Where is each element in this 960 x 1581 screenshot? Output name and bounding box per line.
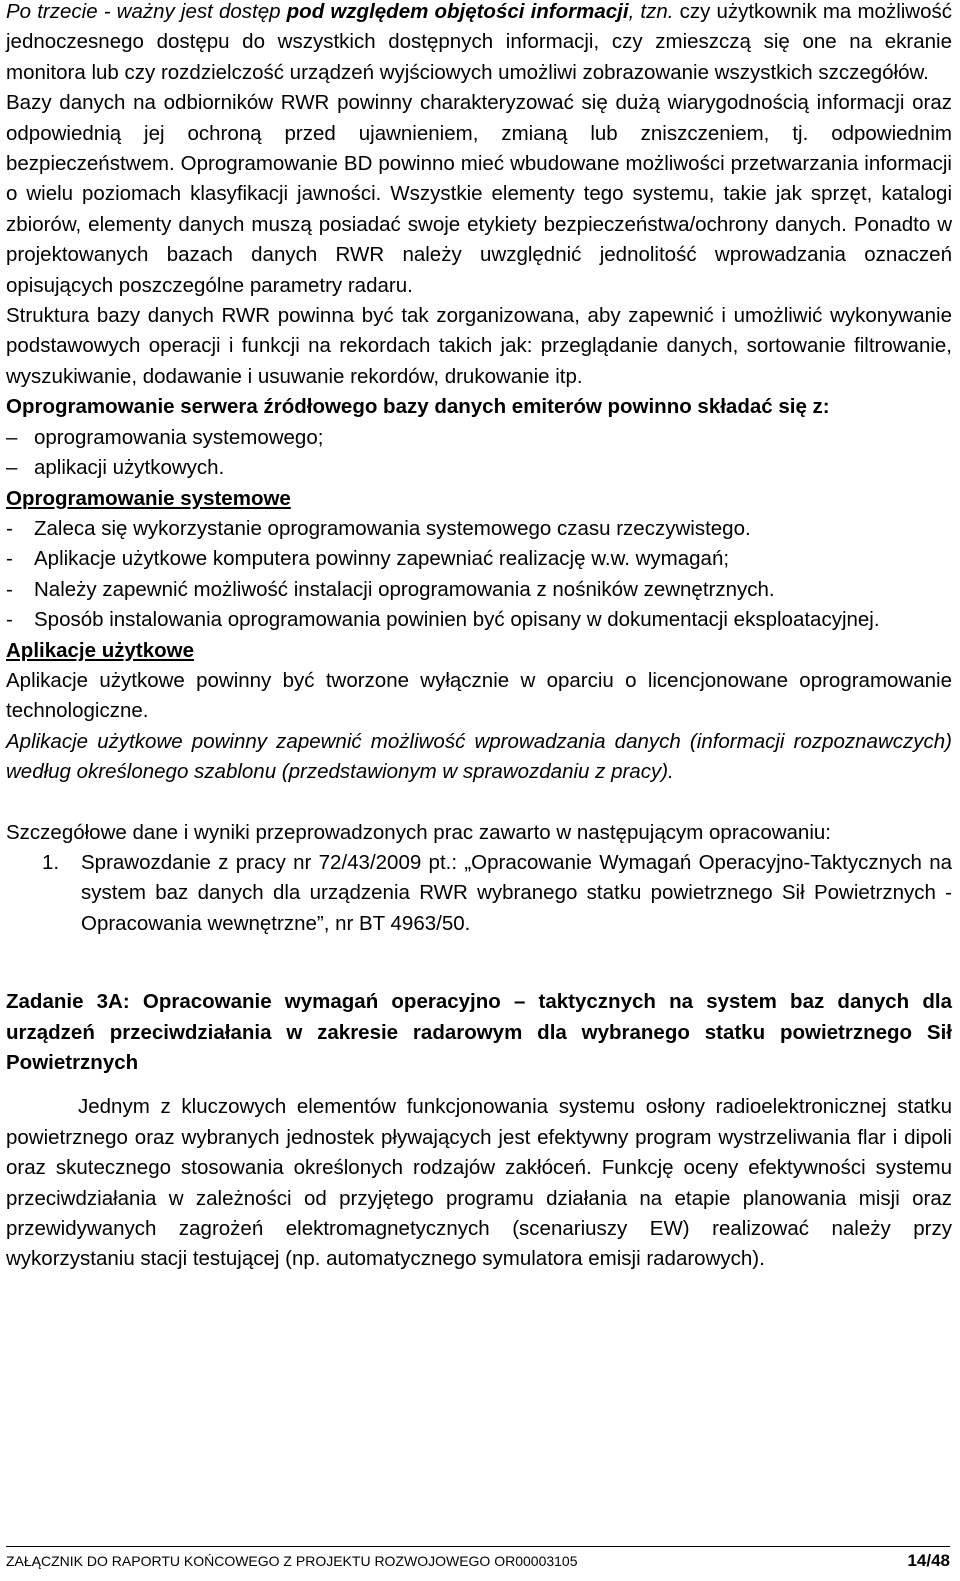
list-item: - Zaleca się wykorzystanie oprogramowania systemowego czasu rzeczywistego.: [6, 516, 751, 540]
footer-report-title: ZAŁĄCZNIK DO RAPORTU KOŃCOWEGO Z PROJEKTU ROZWOJOWEGO OR00003105: [6, 1553, 578, 1569]
volume-access-body: czy użytkownik ma możliwość jednoczesnego dostępu do wszystkich dostępnych informacji, czy zmieszczą się one na ekranie monitora lub czy rozdzielczość urządzeń wyjściowych umożliwi zobrazowanie wszystkich szczegółów.: [6, 0, 953, 84]
system-software-list: [6, 514, 952, 636]
paragraph-user-apps: Aplikacje użytkowe powinny być tworzone wyłącznie w oparciu o licencjonowane oprogramowanie technologiczne.: [6, 668, 952, 723]
list-item: - Należy zapewnić możliwość instalacji oprogramowania z nośników zewnętrznych.: [6, 577, 775, 601]
document-page: [6, 0, 952, 1275]
heading-system-software: Oprogramowanie systemowe: [6, 486, 291, 510]
heading-user-apps: Aplikacje użytkowe: [6, 638, 194, 662]
paragraph-db-structure: Struktura bazy danych RWR powinna być tak zorganizowana, aby zapewnić i umożliwić wykonywanie podstawowych operacji i funkcji na rekordach takich jak: przeglądanie danych, sortowanie filtrowanie, wyszukiwanie, dodawanie i usuwanie rekordów, drukowanie itp.: [6, 304, 952, 388]
paragraph-task-3a: Jednym z kluczowych elementów funkcjonowania systemu osłony radioelektronicznej statku powietrznego oraz wybranych jednostek pływających jest efektywny program wystrzeliwania flar i dipoli oraz skutecznego stosowania określonych rodzajów zakłóceń. Funkcję oceny efektywności systemu przeciwdziałania w zależności od przyjętego programu działania na etapie planowania misji oraz przewidywanych zagrożeń elektromagnetycznych (scenariuszy EW) realizować należy przy wykorzystaniu stacji testującej (np. automatycznego symulatora emisji radarowych).: [6, 1095, 952, 1271]
volume-access-lead: Po trzecie - ważny jest dostęp: [6, 0, 287, 23]
heading-task-3a: Zadanie 3A: Opracowanie wymagań operacyjno – taktycznych na system baz danych dla urządzeń przeciwdziałania w zakresie radarowym dla wybranego statku powietrznego Sił Powietrznych: [6, 990, 952, 1074]
list-item: – aplikacji użytkowych.: [6, 456, 225, 480]
page-number: 14/48: [907, 1551, 950, 1570]
paragraph-rwr-security: Bazy danych na odbiorników RWR powinny charakteryzować się dużą wiarygodnością informacji oraz odpowiednią jej ochroną przed ujawnieniem, zmianą lub zniszczeniem, tj. odpowiednim bezpieczeństwem. Oprogramowanie BD powinno mieć wbudowane możliwości przetwarzania informacji o wielu poziomach klasyfikacji jawności. Wszystkie elementy tego systemu, takie jak sprzęt, katalogi zbiorów, elementy danych muszą posiadać swoje etykiety bezpieczeństwa/ochrony danych. Ponadto w projektowanych bazach danych RWR należy uwzględnić jednolitość wprowadzania oznaczeń opisujących poszczególne parametry radaru.: [6, 91, 952, 297]
reference-number: 1.: [42, 850, 60, 874]
list-item: – oprogramowania systemowego;: [6, 425, 324, 449]
server-software-list: [6, 423, 952, 484]
reference-item: [6, 848, 952, 939]
volume-access-emphasis: pod względem objętości informacji: [286, 0, 629, 23]
heading-server-software: Oprogramowanie serwera źródłowego bazy danych emiterów powinno składać się z:: [6, 395, 830, 419]
list-item: - Aplikacje użytkowe komputera powinny zapewniać realizację w.w. wymagań;: [6, 547, 730, 571]
reference-text: Sprawozdanie z pracy nr 72/43/2009 pt.: „Opracowanie Wymagań Operacyjno-Taktycznych na system baz danych dla urządzenia RWR wybranego statku powietrznego Sił Powietrznych - Opracowania wewnętrzne”, nr BT 4963/50.: [81, 850, 952, 935]
paragraph-user-apps-template: Aplikacje użytkowe powinny zapewnić możliwość wprowadzania danych (informacji rozpoznawczych) według określonego szablonu (przedstawionym w sprawozdaniu z pracy).: [6, 729, 952, 784]
volume-access-tzn: , tzn.: [628, 0, 674, 23]
list-item: - Sposób instalowania oprogramowania powinien być opisany w dokumentacji eksploatacyjnej.: [6, 608, 880, 632]
page-footer: [6, 1546, 950, 1571]
paragraph-details: Szczegółowe dane i wyniki przeprowadzonych prac zawarto w następującym opracowaniu:: [6, 820, 831, 844]
paragraph-volume-access: [6, 0, 952, 88]
